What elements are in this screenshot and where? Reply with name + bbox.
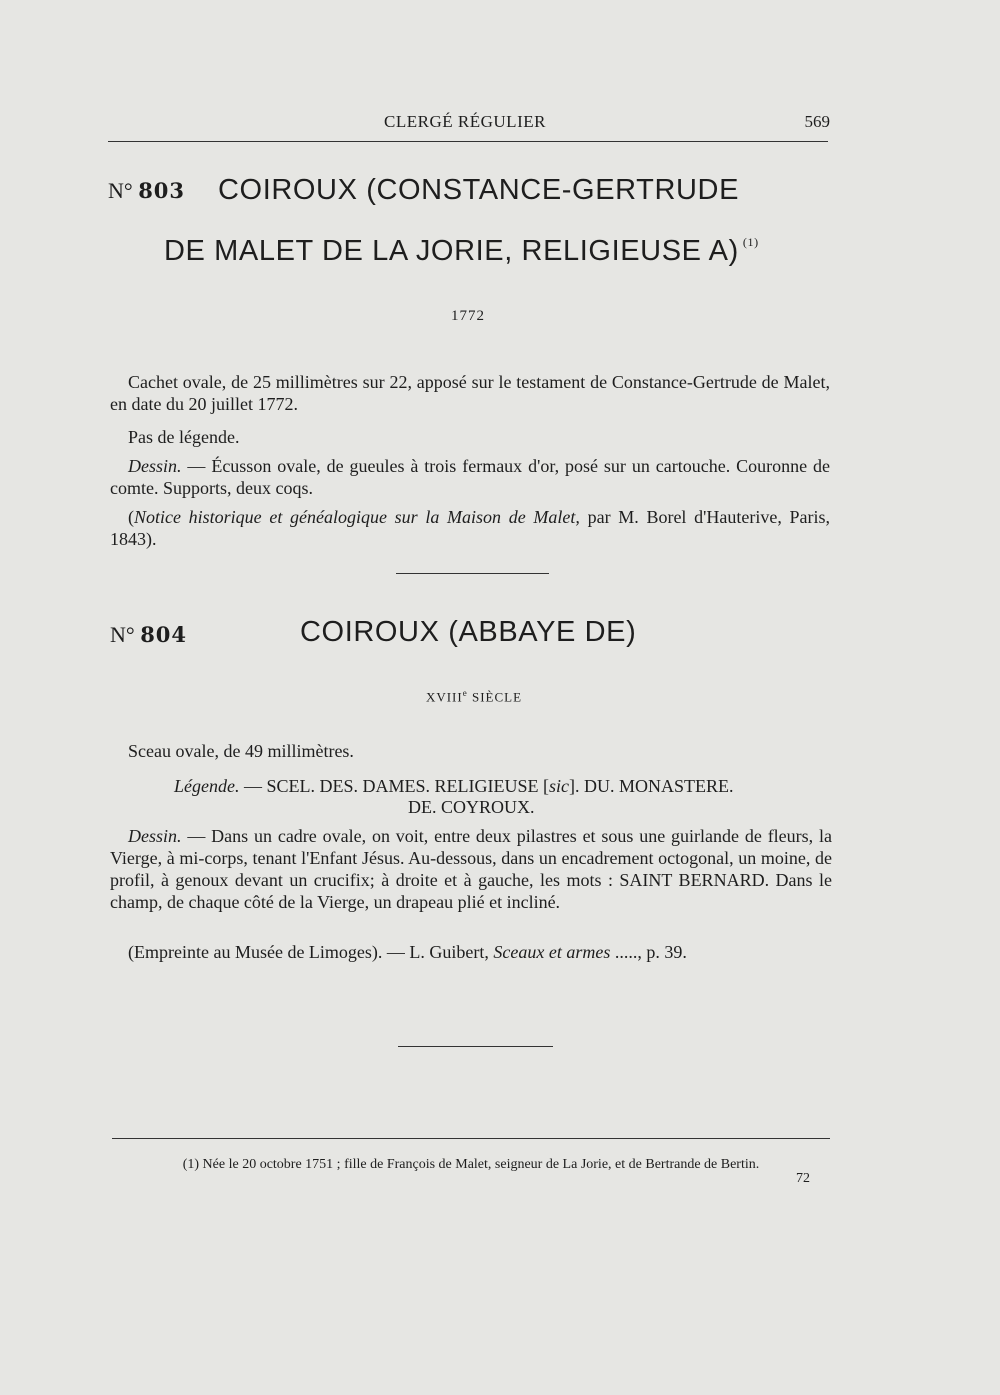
entry-number-value: 803 [138,178,186,203]
legend-sic: sic [548,776,569,796]
title-line2-text: DE MALET DE LA JORIE, RELIGIEUSE A) [164,235,739,267]
entry-803-paragraph-source [110,506,830,550]
entry-number-value: 804 [140,622,188,647]
footnote-rule [112,1138,830,1139]
section-divider [398,1046,553,1047]
source-title: Sceaux et armes [493,942,611,962]
running-head: CLERGÉ RÉGULIER [384,112,546,131]
dessin-text: — Écusson ovale, de gueules à trois fermaux d'or, posé sur un cartouche. Couronne de comte. Supports, deux coqs. [110,456,830,498]
century-word: SIÈCLE [467,689,523,705]
century-roman: XVIII [425,689,463,705]
footnote-reference: (1) [742,235,759,249]
signature-mark: 72 [796,1171,810,1186]
section-divider [396,573,549,574]
legend-label: Légende. [174,776,240,796]
source-text-b: ....., p. 39. [610,942,687,962]
entry-803-title-line1: COIROUX (CONSTANCE-GERTRUDE [218,174,740,206]
entry-804-paragraph-source [128,941,830,963]
entry-803-paragraph-description: Cachet ovale, de 25 millimètres sur 22, apposé sur le testament de Constance-Gertrude de Malet, en date du 20 juillet 1772. [110,372,830,414]
entry-803-number [108,178,185,204]
entry-804-paragraph-dessin [110,825,832,913]
dessin-text: — Dans un cadre ovale, on voit, entre deux pilastres et sous une guirlande de fleurs, la Vierge, à mi-corps, tenant l'Enfant Jésus. Au-dessous, dans un encadrement octogonal, un moine, de profil, à genoux devant un crucifix; à droite et à gauche, les mots : SAINT BERNARD. Dans le champ, de chaque côté de la Vierge, un drapeau plié et incliné. [110,826,832,912]
entry-804-paragraph-size: Sceau ovale, de 49 millimètres. [128,741,354,761]
entry-803-title-line2 [164,235,759,268]
page-number: 569 [804,112,830,131]
source-text-a: (Empreinte au Musée de Limoges). — L. Guibert, [128,942,494,962]
entry-number-prefix: N° [110,622,135,647]
entry-804-number [110,622,187,648]
entry-803-paragraph-legend: Pas de légende. [128,427,240,447]
entry-804-legend-line1 [174,775,834,797]
entry-803-paragraph-dessin [110,455,830,499]
entry-804-legend-line2: DE. COYROUX. [408,797,535,817]
legend-text-b: ]. DU. MONASTERE. [568,776,734,796]
source-open-paren: ( [128,507,134,527]
entry-803-date: 1772 [451,308,485,324]
entry-804-century [400,688,548,705]
footnote: (1) Née le 20 octobre 1751 ; fille de François de Malet, seigneur de La Jorie, et de Bertrande de Bertin. [182,1157,760,1172]
header-rule [108,141,828,142]
source-title: Notice historique et généalogique sur la Maison de Malet, [134,507,580,527]
century-superscript: e [462,688,468,698]
entry-number-prefix: N° [108,178,133,203]
source-text: par M. Borel d'Hauterive, Paris, 1843). [110,507,831,549]
legend-text-a: — SCEL. DES. DAMES. RELIGIEUSE [ [239,776,549,796]
entry-804-title: COIROUX (ABBAYE DE) [300,616,637,648]
dessin-label: Dessin. [128,826,182,846]
dessin-label: Dessin. [128,456,182,476]
